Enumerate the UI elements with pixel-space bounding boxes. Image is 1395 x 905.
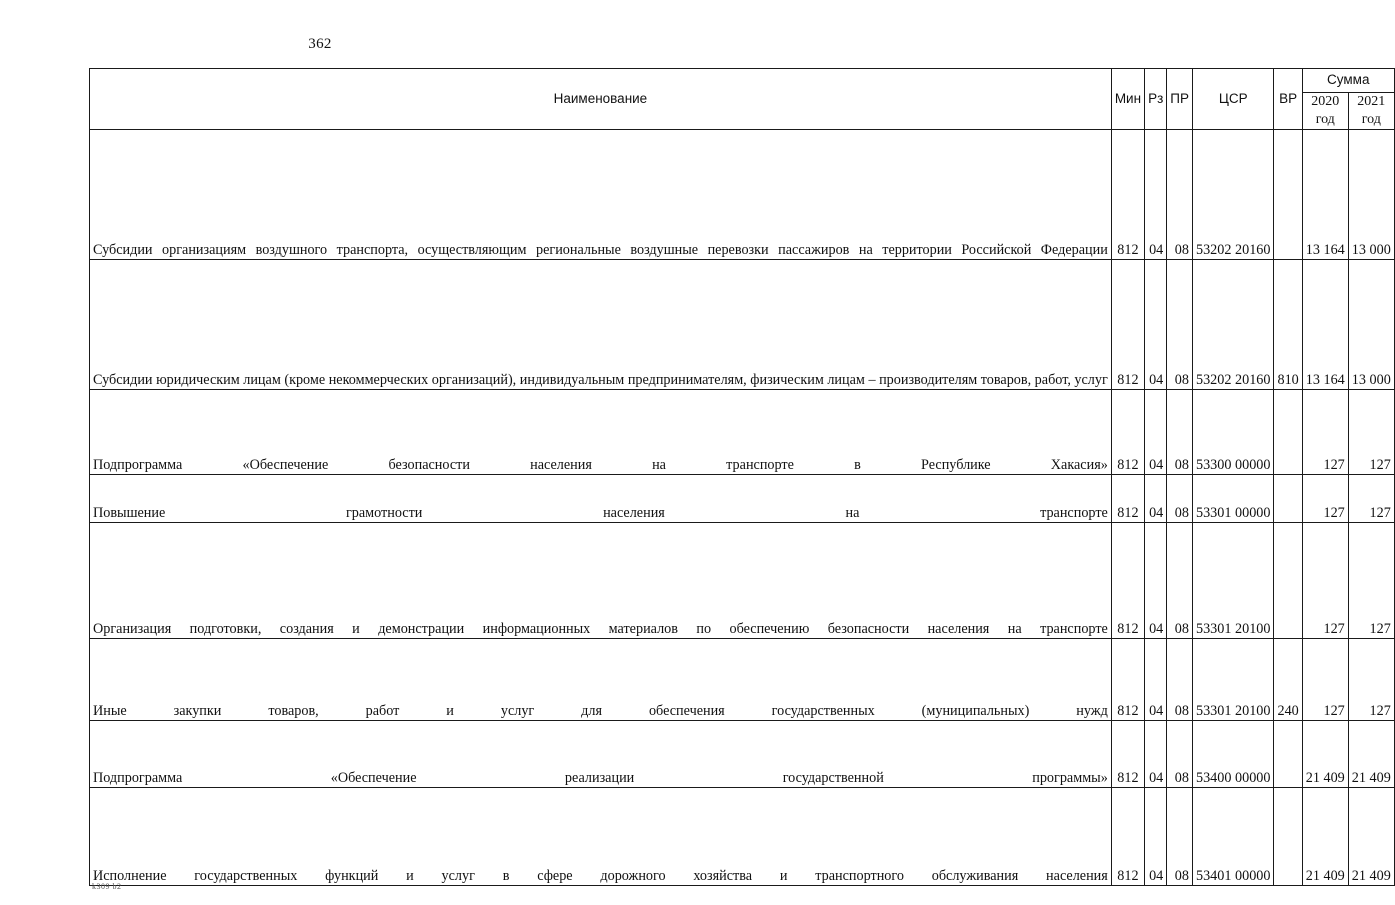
budget-table (89, 68, 1395, 886)
row-sum-2021: 127 (1348, 390, 1394, 475)
row-name: Субсидии юридическим лицам (кроме некоммерческих организаций), индивидуальным предпринимателям, физическим лицам – производителям товаров, работ, услуг (90, 260, 1112, 390)
row-vr: 810 (1274, 260, 1302, 390)
row-sum-2021: 127 (1348, 523, 1394, 639)
row-sum-2020: 13 164 (1302, 260, 1348, 390)
table-row (90, 130, 1395, 260)
row-sum-2020: 13 164 (1302, 130, 1348, 260)
row-name: Повышение грамотности населения на транспорте (90, 475, 1112, 523)
row-csr: 53202 20160 (1192, 130, 1273, 260)
row-name: Исполнение государственных функций и услуг в сфере дорожного хозяйства и транспортного обслуживания населения (90, 788, 1112, 886)
header-sum: Сумма (1302, 69, 1394, 93)
row-rz: 04 (1145, 523, 1167, 639)
row-rz: 04 (1145, 260, 1167, 390)
row-rz: 04 (1145, 721, 1167, 788)
row-vr (1274, 475, 1302, 523)
row-vr (1274, 523, 1302, 639)
header-min: Мин (1111, 69, 1144, 130)
row-min: 812 (1111, 721, 1144, 788)
table-row (90, 788, 1395, 886)
row-min: 812 (1111, 475, 1144, 523)
row-vr (1274, 390, 1302, 475)
row-vr: 240 (1274, 639, 1302, 721)
row-sum-2020: 127 (1302, 639, 1348, 721)
row-sum-2020: 127 (1302, 390, 1348, 475)
row-min: 812 (1111, 639, 1144, 721)
row-vr (1274, 130, 1302, 260)
row-name: Организация подготовки, создания и демонстрации информационных материалов по обеспечению безопасности населения на транспорте (90, 523, 1112, 639)
row-pr: 08 (1167, 639, 1193, 721)
header-pr: ПР (1167, 69, 1193, 130)
table-row (90, 475, 1395, 523)
row-sum-2020: 127 (1302, 523, 1348, 639)
row-sum-2020: 21 409 (1302, 788, 1348, 886)
row-pr: 08 (1167, 475, 1193, 523)
row-sum-2021: 127 (1348, 475, 1394, 523)
row-sum-2021: 13 000 (1348, 130, 1394, 260)
row-rz: 04 (1145, 639, 1167, 721)
row-rz: 04 (1145, 475, 1167, 523)
page-number: 362 (308, 36, 332, 52)
row-name: Иные закупки товаров, работ и услуг для обеспечения государственных (муниципальных) нужд (90, 639, 1112, 721)
row-pr: 08 (1167, 721, 1193, 788)
row-min: 812 (1111, 788, 1144, 886)
header-year-2020: 2020 год (1302, 93, 1348, 130)
row-csr: 53301 00000 (1192, 475, 1273, 523)
row-vr (1274, 721, 1302, 788)
row-csr: 53301 20100 (1192, 523, 1273, 639)
header-name: Наименование (90, 69, 1112, 130)
row-pr: 08 (1167, 390, 1193, 475)
row-csr: 53400 00000 (1192, 721, 1273, 788)
row-csr: 53401 00000 (1192, 788, 1273, 886)
print-code: k309 b2 (92, 882, 122, 891)
row-name: Подпрограмма «Обеспечение реализации государственной программы» (90, 721, 1112, 788)
row-sum-2021: 13 000 (1348, 260, 1394, 390)
table-row (90, 639, 1395, 721)
header-rz: Рз (1145, 69, 1167, 130)
row-sum-2021: 127 (1348, 639, 1394, 721)
row-rz: 04 (1145, 130, 1167, 260)
row-min: 812 (1111, 390, 1144, 475)
row-sum-2021: 21 409 (1348, 788, 1394, 886)
table-row (90, 721, 1395, 788)
row-pr: 08 (1167, 130, 1193, 260)
table-row (90, 390, 1395, 475)
row-min: 812 (1111, 130, 1144, 260)
row-csr: 53202 20160 (1192, 260, 1273, 390)
row-sum-2020: 21 409 (1302, 721, 1348, 788)
row-min: 812 (1111, 523, 1144, 639)
row-rz: 04 (1145, 390, 1167, 475)
row-name: Подпрограмма «Обеспечение безопасности населения на транспорте в Республике Хакасия» (90, 390, 1112, 475)
table-row (90, 260, 1395, 390)
row-name: Субсидии организациям воздушного транспорта, осуществляющим региональные воздушные перевозки пассажиров на территории Российской Федерации (90, 130, 1112, 260)
row-min: 812 (1111, 260, 1144, 390)
header-year-2021: 2021 год (1348, 93, 1394, 130)
row-rz: 04 (1145, 788, 1167, 886)
row-pr: 08 (1167, 260, 1193, 390)
header-vr: ВР (1274, 69, 1302, 130)
row-csr: 53301 20100 (1192, 639, 1273, 721)
table-row (90, 523, 1395, 639)
row-pr: 08 (1167, 523, 1193, 639)
row-vr (1274, 788, 1302, 886)
header-csr: ЦСР (1192, 69, 1273, 130)
row-pr: 08 (1167, 788, 1193, 886)
row-csr: 53300 00000 (1192, 390, 1273, 475)
row-sum-2021: 21 409 (1348, 721, 1394, 788)
row-sum-2020: 127 (1302, 475, 1348, 523)
